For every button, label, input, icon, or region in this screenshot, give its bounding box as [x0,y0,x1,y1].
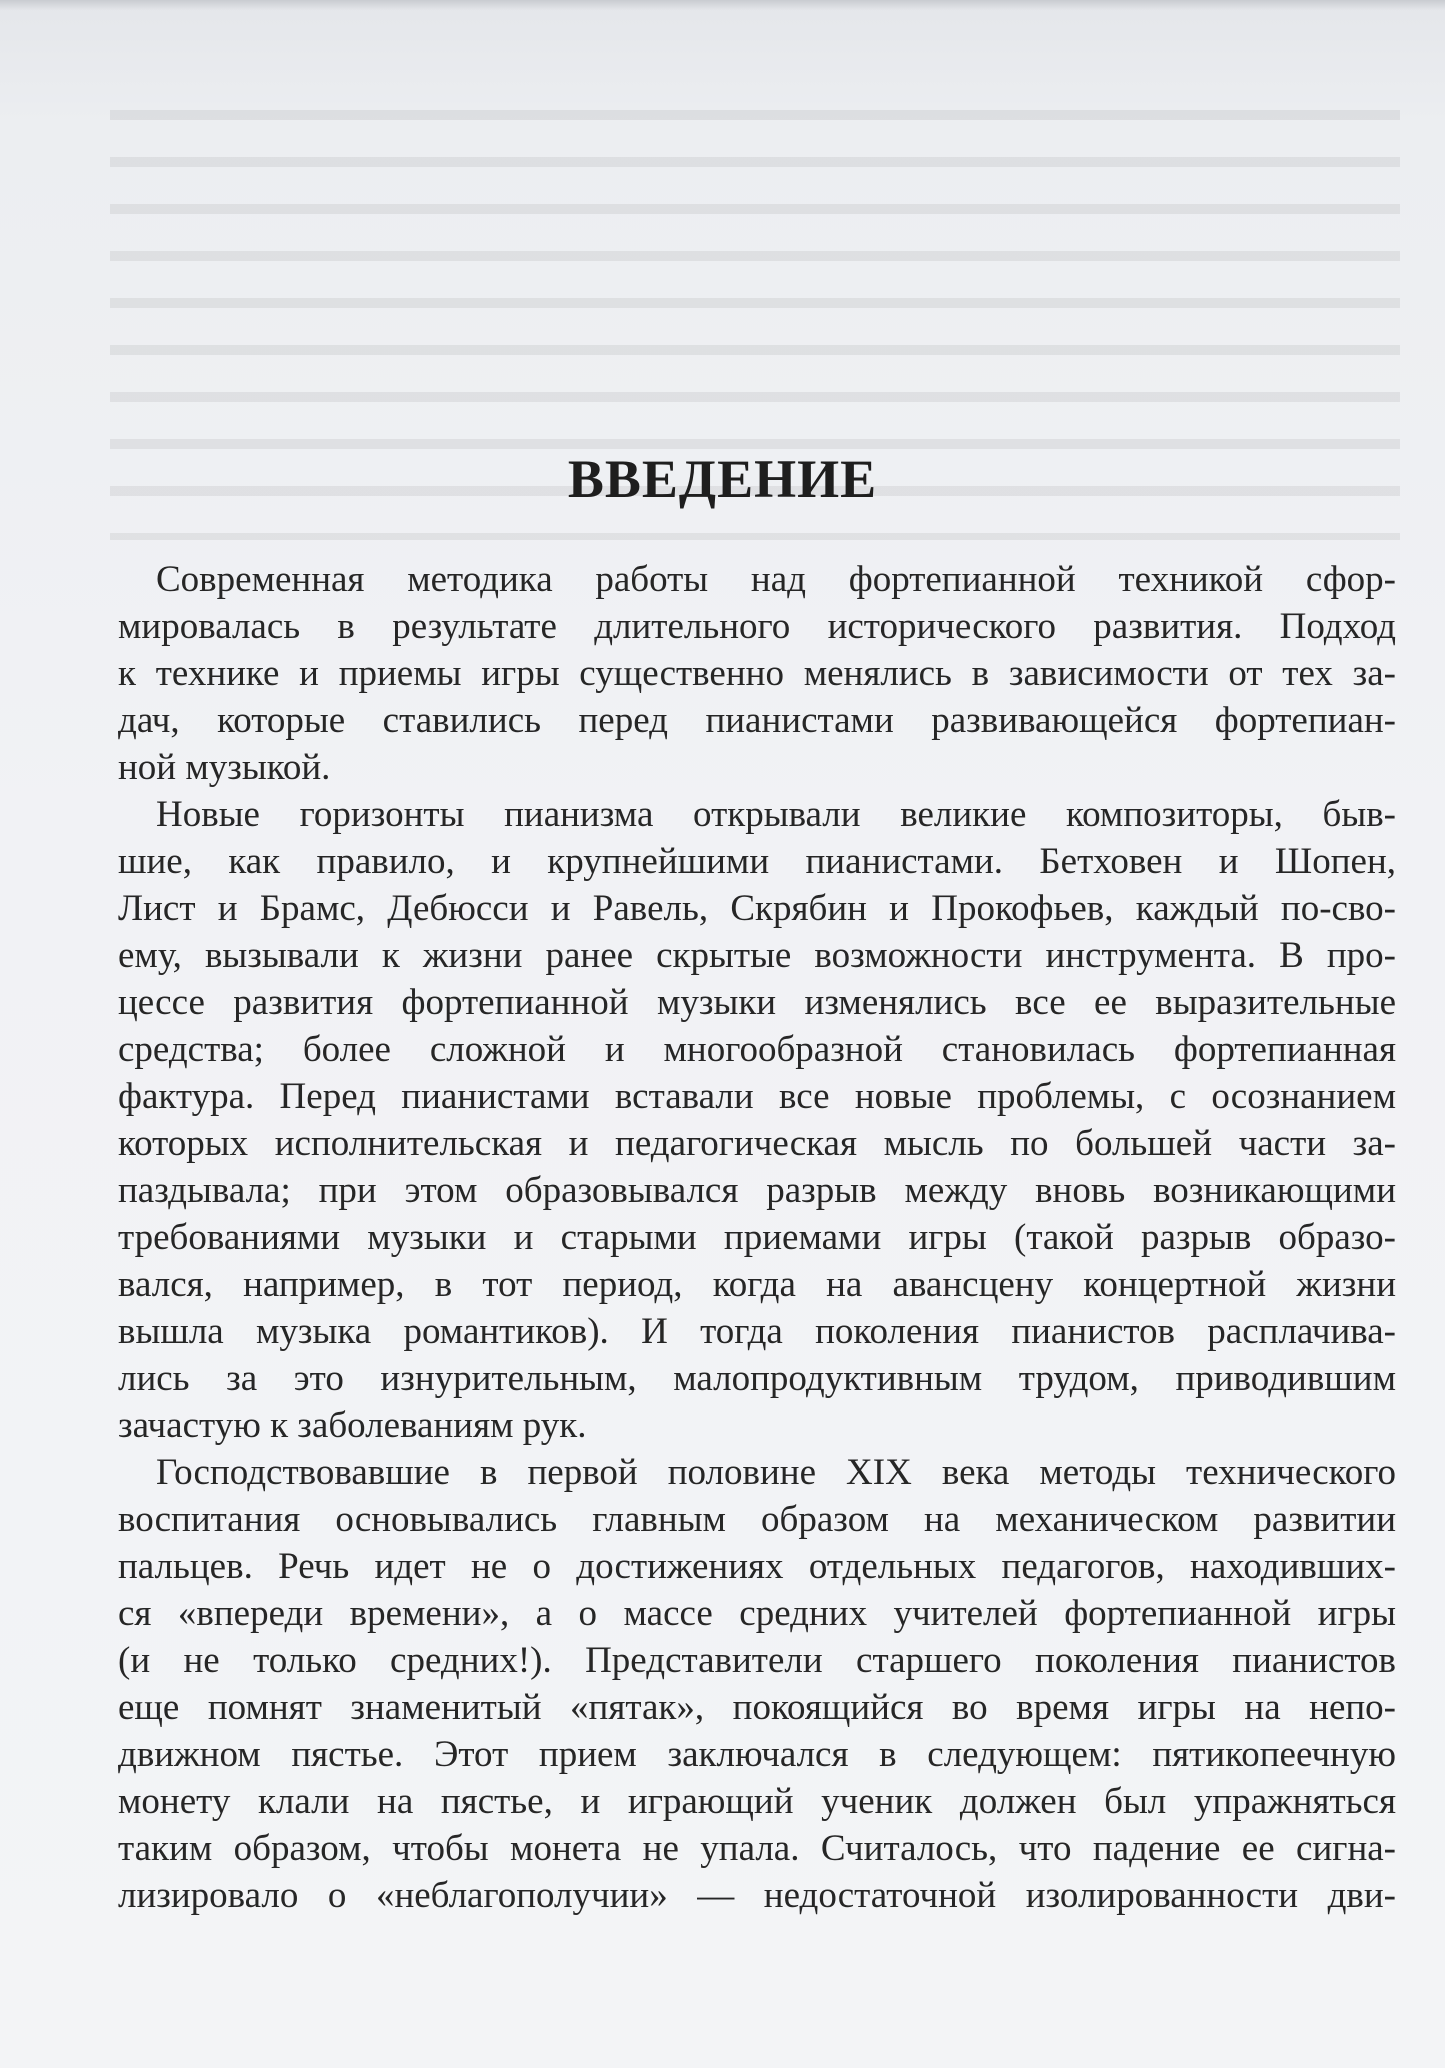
text-line: цессе развития фортепианной музыки изменялись все ее выразительные [118,982,1396,1023]
text-line: пальцев. Речь идет не о достижениях отдельных педагогов, находивших- [118,1546,1396,1587]
text-line: лись за это изнурительным, малопродуктивным трудом, приводившим [118,1358,1396,1399]
text-line: Лист и Брамс, Дебюсси и Равель, Скрябин и Прокофьев, каждый по-сво- [118,888,1396,929]
page-top-edge [0,0,1445,10]
text-line: к технике и приемы игры существенно менялись в зависимости от тех за- [118,653,1396,694]
text-line: фактура. Перед пианистами вставали все новые проблемы, с осознанием [118,1076,1396,1117]
text-line: дач, которые ставились перед пианистами развивающейся фортепиан- [118,700,1396,741]
text-line: мировалась в результате длительного исторического развития. Подход [118,606,1396,647]
text-line: таким образом, чтобы монета не упала. Считалось, что падение ее сигна- [118,1828,1396,1869]
chapter-body [118,556,1396,1919]
text-line: средства; более сложной и многообразной становилась фортепианная [118,1029,1396,1070]
text-line: паздывала; при этом образовывался разрыв между вновь возникающими [118,1170,1396,1211]
text-line: (и не только средних!). Представители старшего поколения пианистов [118,1640,1396,1681]
text-line: шие, как правило, и крупнейшими пианистами. Бетховен и Шопен, [118,841,1396,882]
paragraph [118,791,1396,1449]
paragraph [118,1449,1396,1919]
text-line: лизировало о «неблагополучии» — недостаточной изолированности дви- [118,1875,1396,1916]
text-line: Новые горизонты пианизма открывали великие композиторы, быв- [156,794,1396,835]
text-line: требованиями музыки и старыми приемами игры (такой разрыв образо- [118,1217,1396,1258]
text-line: которых исполнительская и педагогическая мысль по большей части за- [118,1123,1396,1164]
text-line: ной музыкой. [118,747,331,788]
text-line: ему, вызывали к жизни ранее скрытые возможности инструмента. В про- [118,935,1396,976]
paragraph [118,556,1396,791]
text-line: вышла музыка романтиков). И тогда поколения пианистов расплачива- [118,1311,1396,1352]
text-line: еще помнят знаменитый «пятак», покоящийся во время игры на непо- [118,1687,1396,1728]
text-line: воспитания основывались главным образом на механическом развитии [118,1499,1396,1540]
text-line: вался, например, в тот период, когда на авансцену концертной жизни [118,1264,1396,1305]
text-line: Господствовавшие в первой половине XIX века методы технического [156,1452,1396,1493]
text-line: зачастую к заболеваниям рук. [118,1405,587,1446]
chapter-title: ВВЕДЕНИЕ [567,449,878,509]
text-line: движном пястье. Этот прием заключался в следующем: пятикопеечную [118,1734,1396,1775]
text-line: монету клали на пястье, и играющий ученик должен был упражняться [118,1781,1396,1822]
text-line: Современная методика работы над фортепианной техникой сфор- [156,559,1396,600]
text-line: ся «впереди времени», а о массе средних учителей фортепианной игры [118,1593,1396,1634]
